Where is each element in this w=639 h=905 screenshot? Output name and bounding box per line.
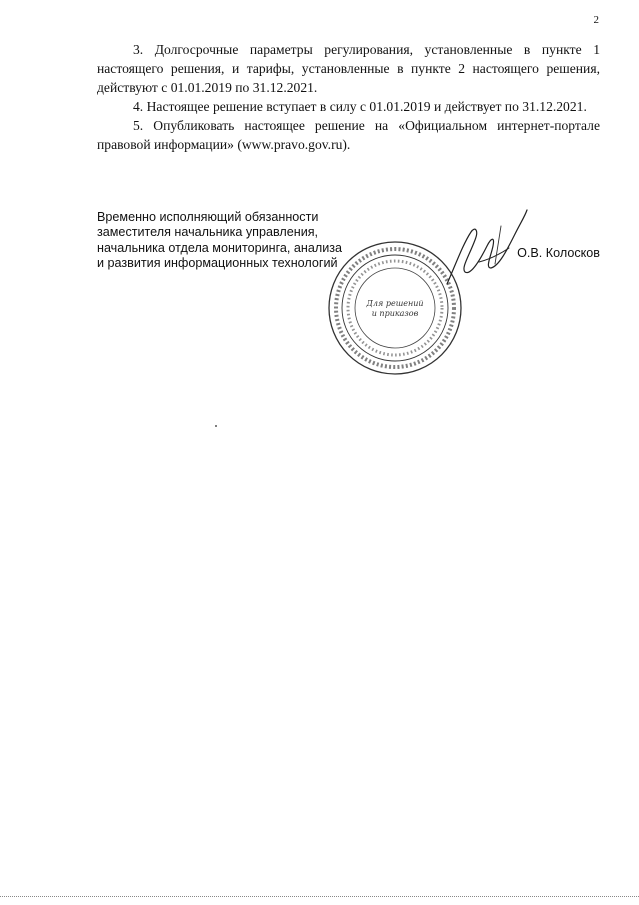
- scan-edge-line: [0, 896, 639, 897]
- signature-block: [97, 210, 600, 380]
- seal-center-text: Для решений: [366, 299, 424, 308]
- paragraph-4: 4. Настоящее решение вступает в силу с 01.01.2019 и действует по 31.12.2021.: [133, 99, 587, 114]
- signer-name: О.В. Колосков: [517, 246, 600, 260]
- paragraph-5: 5. Опубликовать настоящее решение на «Официальном интернет-портале правовой информации» (www.pravo.gov.ru).: [97, 118, 600, 152]
- signer-position: Временно исполняющий обязанности заместителя начальника управления, начальника отдела мониторинга, анализа и развития информационных технологий: [97, 210, 343, 271]
- paragraph-3: 3. Долгосрочные параметры регулирования, установленные в пункте 1 настоящего решения, и тарифы, установленные в пункте 2 настоящего решения, действуют с 01.01.2019 по 31.12.2021.: [97, 42, 600, 95]
- seal-center-text-2: и приказов: [371, 309, 419, 318]
- page-number: 2: [593, 14, 599, 26]
- scan-speck: [215, 425, 217, 427]
- decision-body: [97, 40, 600, 154]
